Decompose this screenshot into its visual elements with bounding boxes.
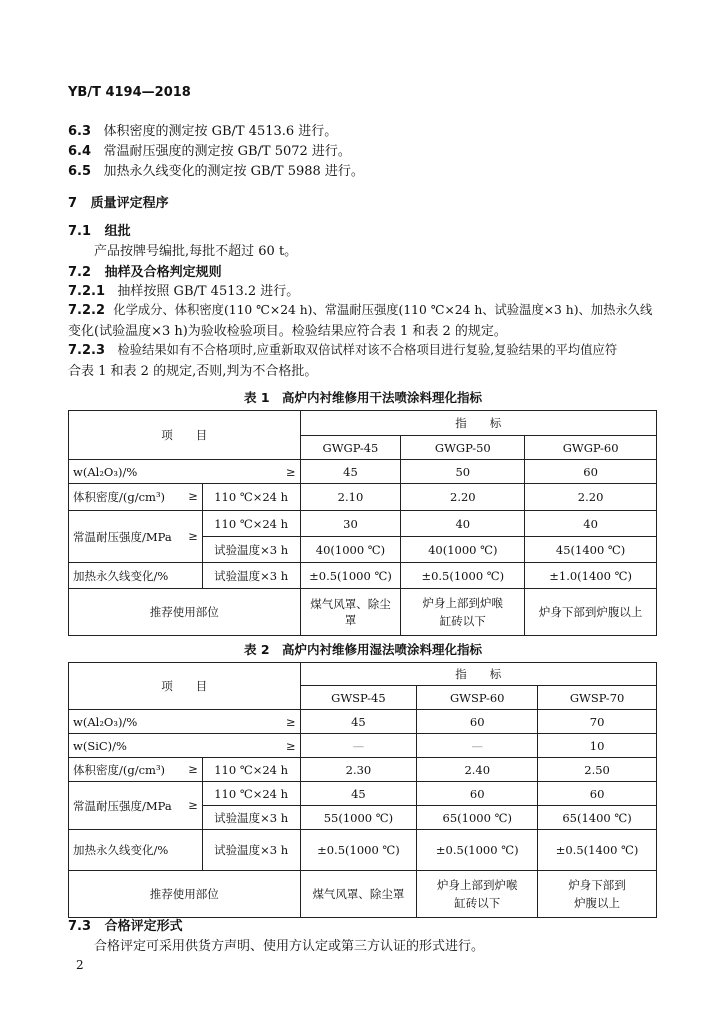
table2-caption: 表 2 高炉内衬维修用湿法喷涂料理化指标 <box>243 642 483 657</box>
table-row <box>69 484 657 511</box>
section-7-2-2 <box>68 300 652 318</box>
cell: 60 <box>417 782 538 806</box>
cell: 2.20 <box>525 484 657 511</box>
table-row <box>69 758 657 782</box>
condition: 110 ℃×24 h <box>202 758 300 782</box>
ge-symbol: ≥ <box>188 489 198 503</box>
cell: ±0.5(1000 ℃) <box>401 563 525 589</box>
ge-symbol: ≥ <box>285 714 296 729</box>
table-row <box>69 589 657 636</box>
row-label <box>69 782 203 830</box>
table1 <box>68 410 657 636</box>
cell: 炉身上部到炉喉 缸砖以下 <box>417 871 538 918</box>
row-label: 加热永久线变化/% <box>69 830 203 871</box>
page-number: 2 <box>76 958 84 972</box>
cell: 55(1000 ℃) <box>300 806 417 830</box>
cell: 2.40 <box>417 758 538 782</box>
cell: 2.10 <box>300 484 401 511</box>
section-title: 组批 <box>104 224 131 239</box>
cell: 2.50 <box>538 758 657 782</box>
chapter-number: 7 <box>68 196 78 211</box>
cell: 2.20 <box>401 484 525 511</box>
cell: 10 <box>538 734 657 758</box>
label-text: 常温耐压强度/MPa <box>73 529 172 544</box>
condition: 110 ℃×24 h <box>202 782 300 806</box>
condition: 试验温度×3 h <box>202 537 300 563</box>
row-label <box>69 710 301 734</box>
row-label <box>69 460 301 484</box>
row-label: 推荐使用部位 <box>69 589 301 636</box>
cell: 50 <box>401 460 525 484</box>
section-text: 抽样按照 GB/T 4513.2 进行。 <box>117 284 300 299</box>
row-label: 推荐使用部位 <box>69 871 301 918</box>
index-header: 指 标 <box>300 663 656 686</box>
grade-header: GWGP-60 <box>525 436 657 460</box>
cell: 60 <box>538 782 657 806</box>
cell: 60 <box>417 710 538 734</box>
row-label <box>69 511 203 563</box>
cell: 煤气风罩、除尘罩 <box>300 589 401 636</box>
section-7-2-2-line2: 变化(试验温度×3 h)为验收检验项目。检验结果应符合表 1 和表 2 的规定。 <box>68 324 507 339</box>
table-row <box>69 871 657 918</box>
condition: 110 ℃×24 h <box>202 484 300 511</box>
section-text: 体积密度的测定按 GB/T 4513.6 进行。 <box>103 124 338 139</box>
grade-header: GWSP-45 <box>300 686 417 710</box>
table2 <box>68 662 657 918</box>
cell: — <box>300 734 417 758</box>
standard-code: YB/T 4194—2018 <box>68 85 191 100</box>
label-text: w(SiC)/% <box>73 738 127 753</box>
section-6-5 <box>68 160 364 179</box>
section-number: 7.1 <box>68 224 92 239</box>
cell: 2.30 <box>300 758 417 782</box>
section-7-1-text: 产品按牌号编批,每批不超过 60 t。 <box>94 244 298 259</box>
table-row <box>69 563 657 589</box>
label-text: w(Al₂O₃)/% <box>73 714 138 729</box>
cell: 炉身下部到 炉腹以上 <box>538 871 657 918</box>
cell: 45 <box>300 460 401 484</box>
ge-symbol: ≥ <box>188 528 198 543</box>
section-7-1-heading <box>68 220 131 239</box>
index-header: 指 标 <box>300 411 656 436</box>
section-7-2-3-line2: 合表 1 和表 2 的规定,否则,判为不合格批。 <box>68 364 318 379</box>
cell: 65(1000 ℃) <box>417 806 538 830</box>
cell: ±0.5(1400 ℃) <box>538 830 657 871</box>
grade-header: GWSP-60 <box>417 686 538 710</box>
table-row <box>69 460 657 484</box>
section-text: 加热永久线变化的测定按 GB/T 5988 进行。 <box>103 164 364 179</box>
section-7-2-1 <box>68 280 299 299</box>
item-header: 项 目 <box>69 411 301 460</box>
table-row <box>69 663 657 686</box>
ge-symbol: ≥ <box>285 738 296 753</box>
label-text: 常温耐压强度/MPa <box>73 798 172 813</box>
section-7-3-heading <box>68 915 183 934</box>
cell: 40(1000 ℃) <box>401 537 525 563</box>
label-text: 体积密度/(g/cm³) <box>73 490 166 504</box>
chapter-7-heading <box>68 192 169 211</box>
row-label <box>69 758 203 782</box>
table-row <box>69 511 657 537</box>
grade-header: GWSP-70 <box>538 686 657 710</box>
cell: 炉身上部到炉喉 缸砖以下 <box>401 589 525 636</box>
section-number: 6.3 <box>68 124 92 139</box>
cell: ±0.5(1000 ℃) <box>300 563 401 589</box>
section-number: 7.2 <box>68 265 92 280</box>
section-number: 6.5 <box>68 164 92 179</box>
table-row <box>69 782 657 806</box>
section-number: 7.2.2 <box>68 303 106 318</box>
section-number: 7.2.3 <box>68 343 106 358</box>
item-header: 项 目 <box>69 663 301 710</box>
cell: 45(1400 ℃) <box>525 537 657 563</box>
cell: 40(1000 ℃) <box>300 537 401 563</box>
cell: 煤气风罩、除尘罩 <box>300 871 417 918</box>
ge-symbol: ≥ <box>188 797 198 812</box>
cell: 炉身下部到炉腹以上 <box>525 589 657 636</box>
table-row <box>69 710 657 734</box>
chapter-title: 质量评定程序 <box>90 196 169 211</box>
condition: 试验温度×3 h <box>202 806 300 830</box>
section-6-3 <box>68 120 337 139</box>
ge-symbol: ≥ <box>188 761 198 776</box>
section-title: 合格评定形式 <box>104 919 183 934</box>
grade-header: GWGP-50 <box>401 436 525 460</box>
section-7-2-3 <box>68 340 617 358</box>
section-7-3-text: 合格评定可采用供货方声明、使用方认定或第三方认证的形式进行。 <box>94 939 485 954</box>
section-number: 7.3 <box>68 919 92 934</box>
table1-caption: 表 1 高炉内衬维修用干法喷涂料理化指标 <box>243 390 483 405</box>
table-row <box>69 734 657 758</box>
section-text: 常温耐压强度的测定按 GB/T 5072 进行。 <box>103 144 351 159</box>
grade-header: GWGP-45 <box>300 436 401 460</box>
section-text-line1: 检验结果如有不合格项时,应重新取双倍试样对该不合格项目进行复验,复验结果的平均值应符 <box>117 343 618 357</box>
section-text-line1: 化学成分、体积密度(110 ℃×24 h)、常温耐压强度(110 ℃×24 h、试验温度×3 h)、加热永久线 <box>113 303 653 317</box>
cell: 30 <box>300 511 401 537</box>
section-number: 7.2.1 <box>68 284 106 299</box>
cell: ±1.0(1400 ℃) <box>525 563 657 589</box>
cell: 65(1400 ℃) <box>538 806 657 830</box>
section-number: 6.4 <box>68 144 92 159</box>
cell: 70 <box>538 710 657 734</box>
section-6-4 <box>68 140 351 159</box>
cell: 40 <box>525 511 657 537</box>
cell: ±0.5(1000 ℃) <box>417 830 538 871</box>
cell: 45 <box>300 710 417 734</box>
row-label <box>69 734 301 758</box>
cell: 40 <box>401 511 525 537</box>
cell: ±0.5(1000 ℃) <box>300 830 417 871</box>
condition: 试验温度×3 h <box>202 830 300 871</box>
cell: 45 <box>300 782 417 806</box>
condition: 试验温度×3 h <box>202 563 300 589</box>
label-text: 体积密度/(g/cm³) <box>73 762 166 777</box>
row-label <box>69 484 203 511</box>
condition: 110 ℃×24 h <box>202 511 300 537</box>
table-row <box>69 830 657 871</box>
section-7-2-heading <box>68 261 222 280</box>
ge-symbol: ≥ <box>285 464 296 479</box>
cell: — <box>417 734 538 758</box>
table-row <box>69 411 657 436</box>
section-title: 抽样及合格判定规则 <box>104 265 222 280</box>
cell: 60 <box>525 460 657 484</box>
label-text: w(Al₂O₃)/% <box>73 464 138 479</box>
row-label: 加热永久线变化/% <box>69 563 203 589</box>
